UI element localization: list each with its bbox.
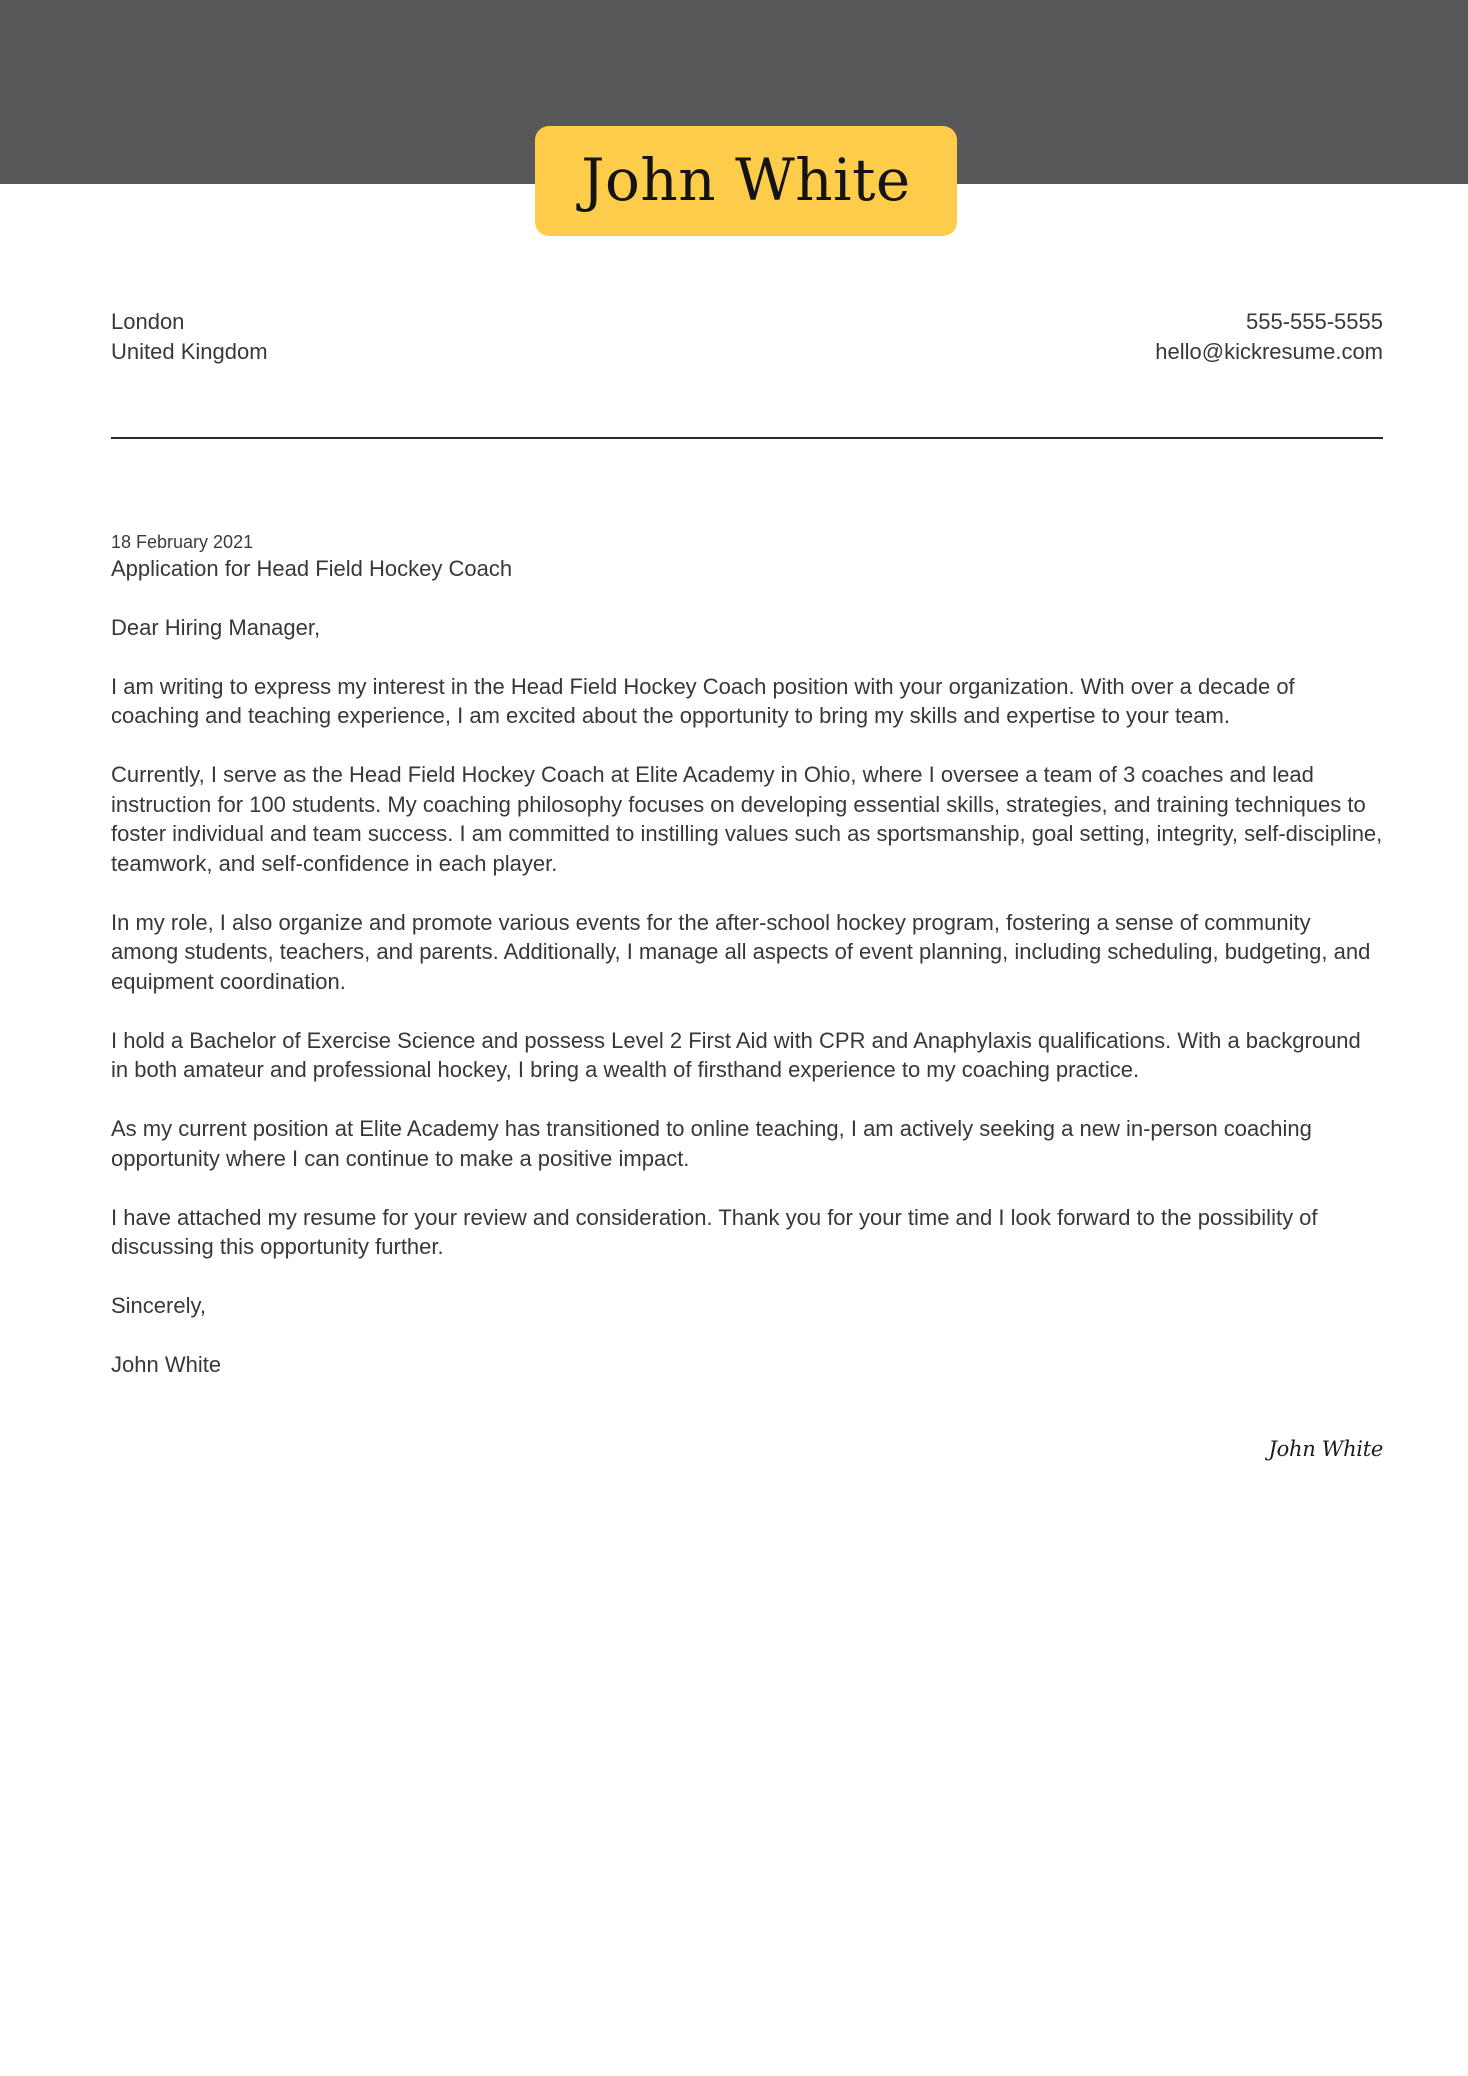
letter-body xyxy=(111,530,1383,1409)
phone-number: 555-555-5555 xyxy=(1245,309,1383,334)
address-country: United Kingdom xyxy=(111,339,268,364)
letter-closing: Sincerely, xyxy=(111,1293,206,1318)
name-badge xyxy=(535,126,957,236)
address-block xyxy=(111,307,268,367)
header-divider xyxy=(111,437,1383,439)
letter-paragraph: I hold a Bachelor of Exercise Science and possess Level 2 First Aid with CPR and Anaphylaxis qualifications. With a background in both amateur and professional hockey, I bring a wealth of firsthand experience to my coaching practice. xyxy=(111,1027,1361,1082)
letter-greeting: Dear Hiring Manager, xyxy=(111,614,321,640)
letter-paragraph: In my role, I also organize and promote various events for the after-school hockey program, fostering a sense of community among students, teachers, and parents. Additionally, I manage all aspects of event planning, including scheduling, budgeting, and equipment coordination. xyxy=(111,909,1371,994)
letter-paragraph: Currently, I serve as the Head Field Hockey Coach at Elite Academy in Ohio, where I oversee a team of 3 coaches and lead instruction for 100 students. My coaching philosophy focuses on developing essential skills, strategies, and training techniques to foster individual and team success. I am committed to instilling values such as sportsmanship, goal setting, integrity, self-discipline, teamwork, and self-confidence in each player. xyxy=(111,762,1383,876)
letter-sender-name: John White xyxy=(111,1352,222,1377)
letter-paragraph: As my current position at Elite Academy has transitioned to online teaching, I am actively seeking a new in-person coaching opportunity where I can continue to make a positive impact. xyxy=(111,1116,1312,1171)
address-city: London xyxy=(111,309,185,334)
letter-subject: Application for Head Field Hockey Coach xyxy=(111,556,513,581)
letter-date: 18 February 2021 xyxy=(111,532,254,552)
letter-paragraph: I have attached my resume for your review and consideration. Thank you for your time and I look forward to the possibility of discussing this opportunity further. xyxy=(111,1204,1318,1259)
applicant-name: John White xyxy=(581,146,911,214)
letter-paragraph: I am writing to express my interest in the Head Field Hockey Coach position with your organization. With over a decade of coaching and teaching experience, I am excited about the opportunity to bring my skills and expertise to your team. xyxy=(111,673,1295,728)
email-address: hello@kickresume.com xyxy=(1155,339,1383,364)
contact-block xyxy=(1155,307,1383,367)
handwritten-signature: John White xyxy=(1268,1437,1383,1461)
